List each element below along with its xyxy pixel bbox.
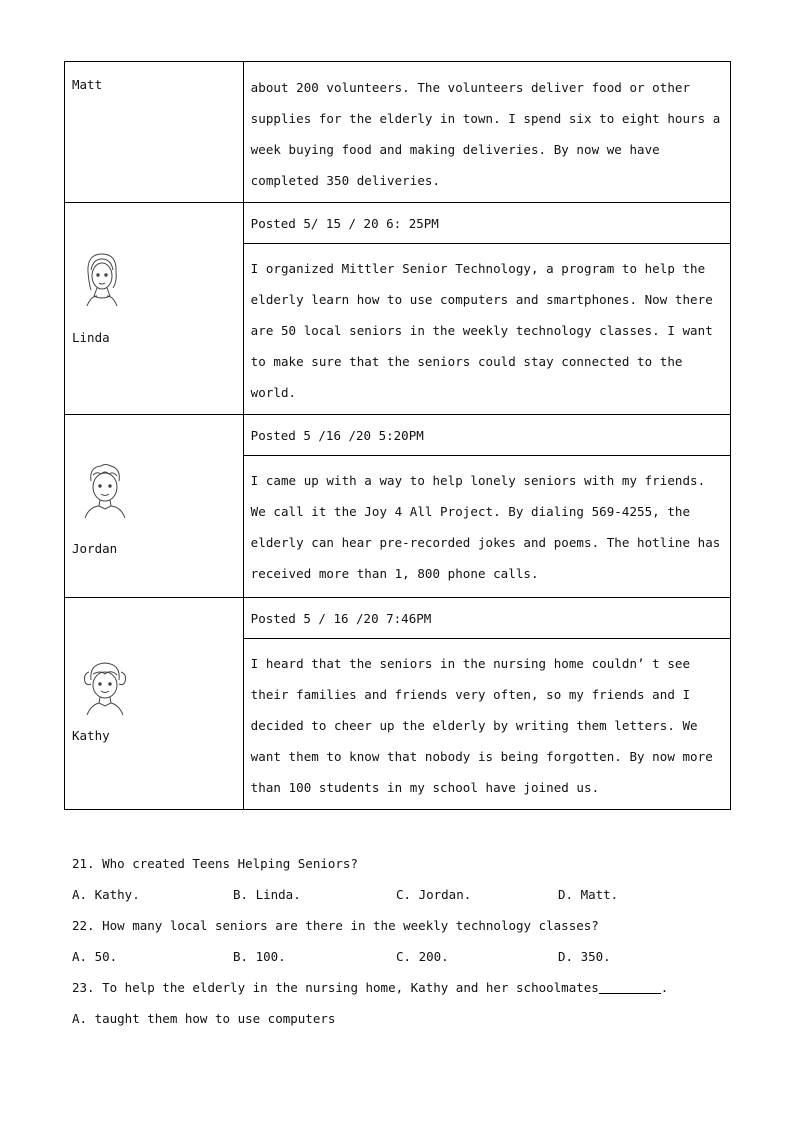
avatar-linda [79,250,125,308]
question-stem-end: . [660,980,669,995]
table-row [65,415,731,598]
question-stem: 22. How many local seniors are there in the weekly technology classes? [72,918,599,933]
post-cell [243,203,730,415]
name-cell [65,62,244,203]
option-d: D. 350. [558,949,611,964]
questions-section [72,848,752,1034]
name-cell [65,598,244,810]
option-b: B. 100. [233,949,286,964]
option-b: B. Linda. [233,887,301,902]
poster-name: Linda [72,330,110,345]
option-a: A. Kathy. [72,887,140,902]
avatar-kathy [79,658,131,716]
posts-table [64,61,731,810]
question-options [72,941,752,972]
poster-name: Kathy [72,728,110,743]
question-stem-text: 23. To help the elderly in the nursing home, Kathy and her schoolmates [72,980,599,995]
answer-blank [599,979,661,994]
poster-name: Jordan [72,541,118,556]
post-cell [243,415,730,598]
post-cell [243,598,730,810]
option-a: A. 50. [72,949,118,964]
question-stem [72,972,752,1003]
post-text: about 200 volunteers. The volunteers deliver food or other supplies for the elderly in town. I spend six to eight hours a week buying food and making deliveries. By now we have completed 350 deliveries. [250,80,721,188]
option-d: D. Matt. [558,887,619,902]
name-cell [65,415,244,598]
question-stem: 21. Who created Teens Helping Seniors? [72,856,358,871]
question-options [72,1003,752,1034]
question-options [72,879,752,910]
post-text: I organized Mittler Senior Technology, a program to help the elderly learn how to use computers and smartphones. Now there are 50 local seniors in the weekly technology classes. I want to make sure that the seniors could stay connected to the world. [250,261,713,400]
name-cell [65,203,244,415]
table-row [65,62,731,203]
posted-timestamp: Posted 5/ 15 / 20 6: 25PM [244,203,730,244]
posted-timestamp: Posted 5 / 16 /20 7:46PM [244,598,730,639]
option-c: C. 200. [396,949,449,964]
post-text: I heard that the seniors in the nursing home couldn’ t see their families and friends very often, so my friends and I decided to cheer up the elderly by writing them letters. We want them to know that nobody is being forgotten. By now more than 100 students in my school have joined us. [250,656,713,795]
option-a: A. taught them how to use computers [72,1011,336,1026]
table-row [65,203,731,415]
table-row [65,598,731,810]
option-c: C. Jordan. [396,887,472,902]
avatar-jordan [79,461,131,519]
poster-name: Matt [72,77,103,92]
posted-timestamp: Posted 5 /16 /20 5:20PM [244,415,730,456]
post-text: I came up with a way to help lonely seniors with my friends. We call it the Joy 4 All Project. By dialing 569-4255, the elderly can hear pre-recorded jokes and poems. The hotline has received more than 1, 800 phone calls. [250,473,721,581]
post-cell [243,62,730,203]
